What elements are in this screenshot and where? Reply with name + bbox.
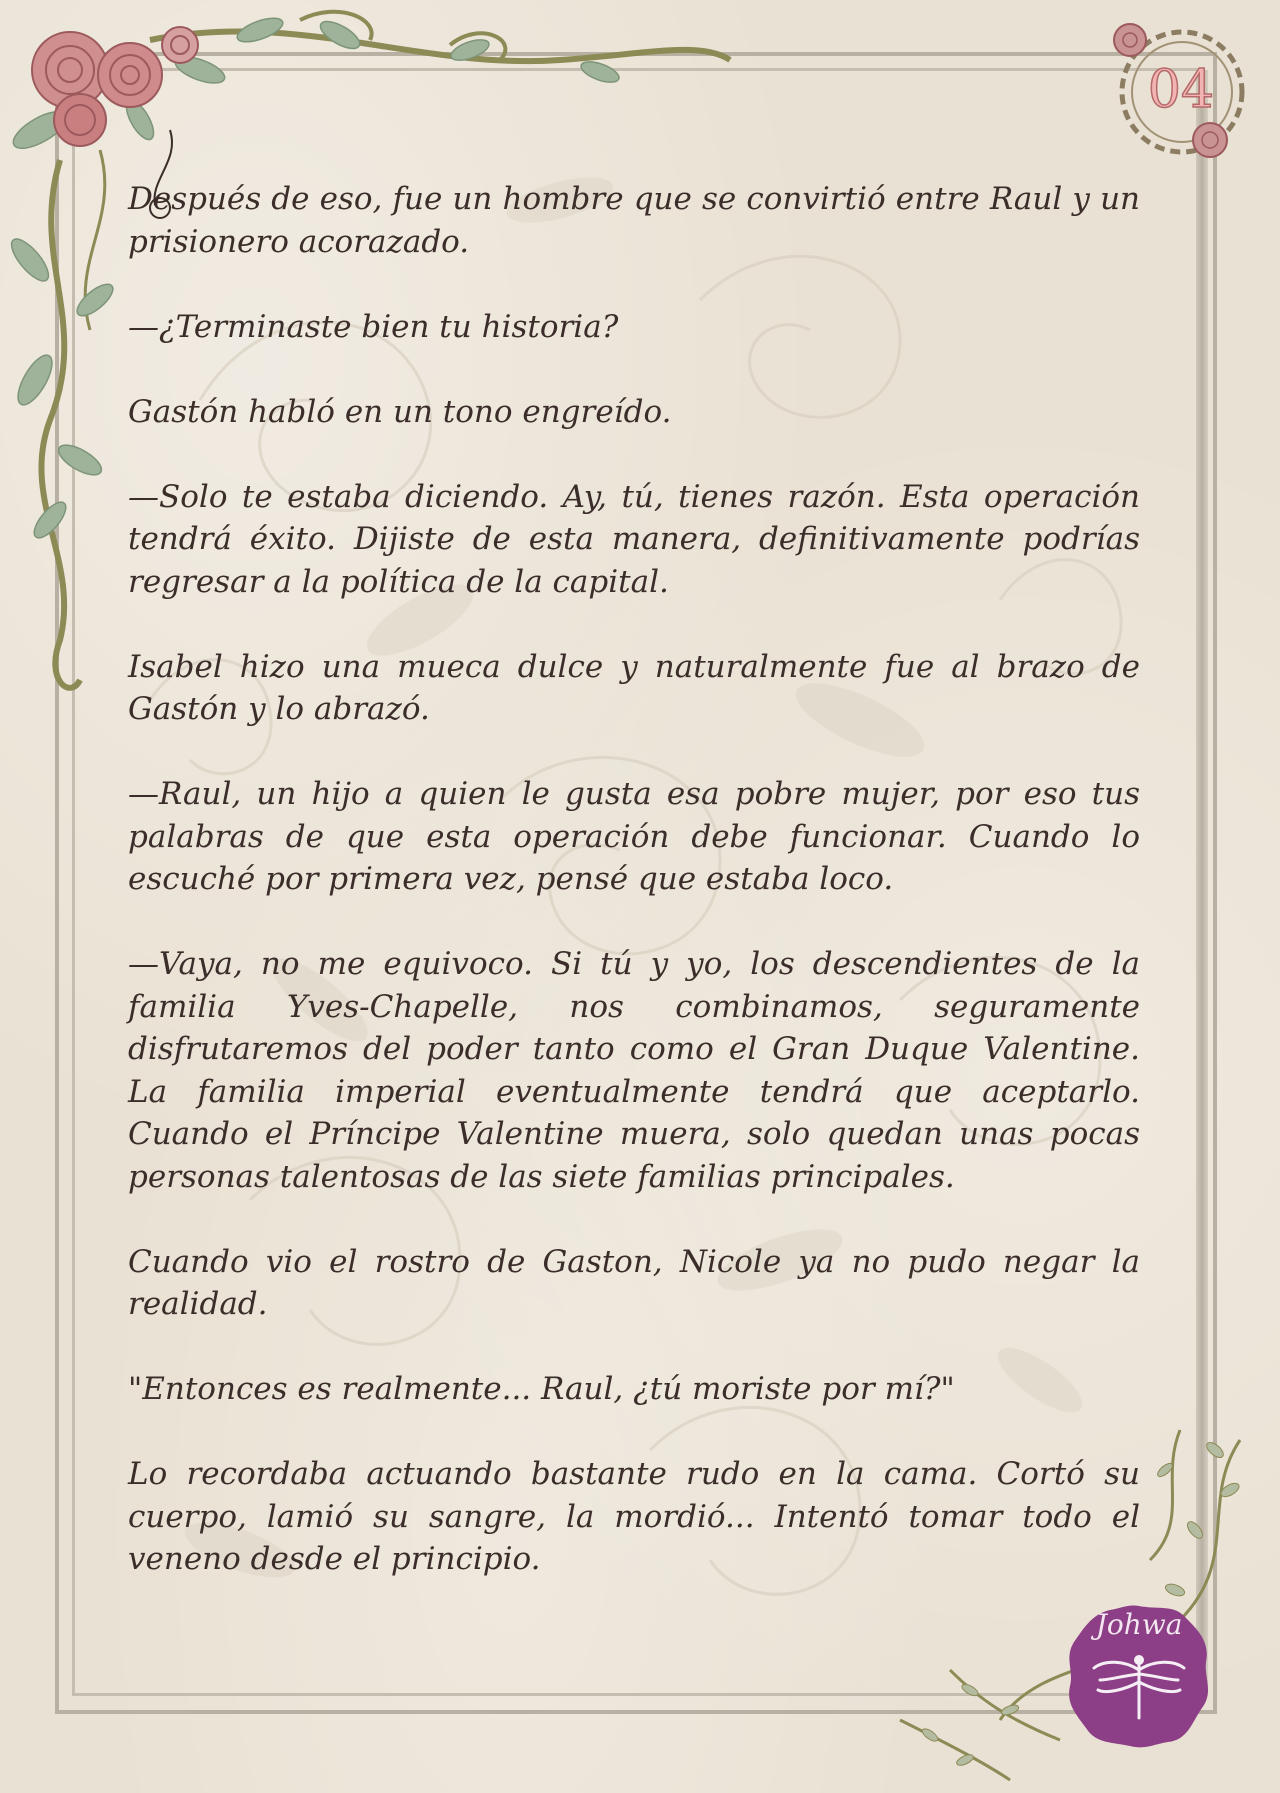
paragraph-1: Después de eso, fue un hombre que se convirtió entre Raul y un prisionero acorazado. [128,181,1140,260]
paragraph-10: Lo recordaba actuando bastante rudo en la cama. Cortó su cuerpo, lamió su sangre, la mordió... Intentó tomar todo el veneno desde el principio. [128,1456,1140,1577]
paragraph-6: —Raul, un hijo a quien le gusta esa pobre mujer, por eso tus palabras de que esta operación debe funcionar. Cuando lo escuché por primera vez, pensé que estaba loco. [128,776,1140,897]
paragraph-4: —Solo te estaba diciendo. Ay, tú, tienes razón. Esta operación tendrá éxito. Dijiste de esta manera, definitivamente podrías regresar a la política de la capital. [128,478,1140,600]
story-text [128,178,1140,1581]
page-number: 04 [1147,60,1215,120]
paragraph-7: —Vaya, no me equivoco. Si tú y yo, los descendientes de la familia Yves-Chapelle, nos combinamos, seguramente disfrutaremos del poder tanto como el Gran Duque Valentine. La familia imperial eventualmente tendrá que aceptarlo. Cuando el Príncipe Valentine muera, solo quedan unas pocas personas talentosas de las siete familias principales. [128,946,1140,1195]
paragraph-2: —¿Terminaste bien tu historia? [128,308,619,345]
paragraph-5: Isabel hizo una mueca dulce y naturalmente fue al brazo de Gastón y lo abrazó. [128,648,1140,727]
paragraph-8: Cuando vio el rostro de Gaston, Nicole ya no pudo negar la realidad. [128,1243,1140,1322]
logo-text: Johwa [1095,1608,1183,1641]
paragraph-3: Gastón habló en un tono engreído. [128,393,672,430]
paragraph-9: "Entonces es realmente... Raul, ¿tú moriste por mí?" [128,1371,955,1407]
